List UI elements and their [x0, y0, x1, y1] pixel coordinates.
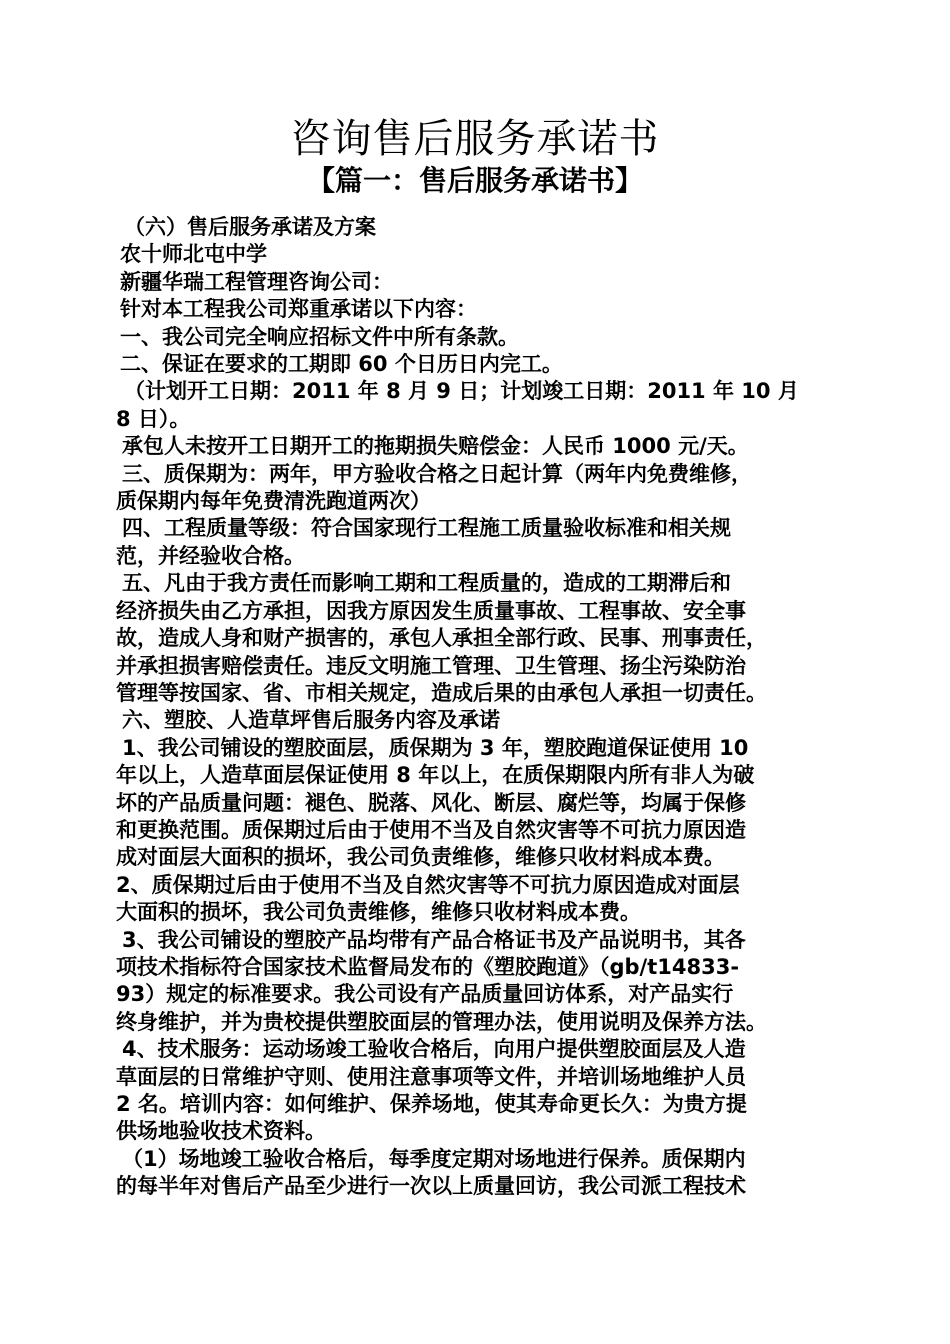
text-line: 范，并经验收合格。	[116, 543, 305, 568]
text-line: 供场地验收技术资料。	[116, 1119, 326, 1144]
text-line: 项技术指标符合国家技术监督局发布的《塑胶跑道》（gb/t14833-	[116, 954, 740, 979]
text-line: 经济损失由乙方承担，因我方原因发生质量事故、工程事故、安全事	[116, 598, 746, 623]
text-line: 和更换范围。质保期过后由于使用不当及自然灾害等不可抗力原因造	[116, 817, 746, 842]
text-line: 大面积的损坏，我公司负责维修，维修只收材料成本费。	[116, 900, 641, 925]
text-line: （计划开工日期：2011 年 8 月 9 日；计划竣工日期：2011 年 10 月	[124, 379, 799, 404]
text-line: 4、技术服务：运动场竣工验收合格后，向用户提供塑胶面层及人造	[122, 1037, 746, 1062]
text-line: 一、我公司完全响应招标文件中所有条款。	[120, 324, 519, 349]
text-line: 2 名。培训内容：如何维护、保养场地，使其寿命更长久：为贵方提	[116, 1092, 747, 1116]
text-line: 年以上，人造草面层保证使用 8 年以上，在质保期限内所有非人为破	[116, 763, 755, 788]
text-line: 管理等按国家、省、市相关规定，造成后果的由承包人承担一切责任。	[116, 680, 767, 705]
text-line: 2、质保期过后由于使用不当及自然灾害等不可抗力原因造成对面层	[116, 872, 740, 897]
text-line: 新疆华瑞工程管理咨询公司：	[120, 269, 393, 294]
text-line: 四、工程质量等级：符合国家现行工程施工质量验收标准和相关规	[122, 516, 731, 541]
text-line: 坏的产品质量问题：褪色、脱落、风化、断层、腐烂等，均属于保修	[116, 790, 746, 815]
document-body	[116, 214, 838, 1201]
text-line: 五、凡由于我方责任而影响工期和工程质量的，造成的工期滞后和	[122, 571, 731, 596]
text-line: 六、塑胶、人造草坪售后服务内容及承诺	[122, 708, 500, 733]
text-line: 草面层的日常维护守则、使用注意事项等文件，并培训场地维护人员	[116, 1064, 746, 1089]
document-title: 咨询售后服务承诺书	[290, 116, 660, 162]
text-line: 8 日）。	[116, 406, 191, 431]
text-line: 故，造成人身和财产损害的，承包人承担全部行政、民事、刑事责任，	[116, 626, 767, 651]
text-line: 二、保证在要求的工期即 60 个日历日内完工。	[120, 352, 563, 377]
text-line: 三、质保期为：两年，甲方验收合格之日起计算（两年内免费维修，	[122, 461, 752, 486]
text-line: 并承担损害赔偿责任。违反文明施工管理、卫生管理、扬尘污染防治	[116, 653, 746, 678]
text-line: 成对面层大面积的损坏，我公司负责维修，维修只收材料成本费。	[116, 845, 725, 870]
text-line: 终身维护，并为贵校提供塑胶面层的管理办法，使用说明及保养方法。	[116, 1009, 767, 1034]
text-line: 3、我公司铺设的塑胶产品均带有产品合格证书及产品说明书，其各	[122, 927, 746, 952]
document-subtitle: 【篇一：售后服务承诺书】	[306, 164, 643, 197]
text-line: 农十师北屯中学	[120, 242, 267, 267]
text-line: （六）售后服务承诺及方案	[124, 215, 376, 239]
text-line: 的每半年对售后产品至少进行一次以上质量回访，我公司派工程技术	[116, 1174, 746, 1199]
text-line: 93）规定的标准要求。我公司设有产品质量回访体系，对产品实行	[116, 982, 734, 1007]
text-line: 质保期内每年免费清洗跑道两次）	[116, 489, 431, 514]
text-line: （1）场地竣工验收合格后，每季度定期对场地进行保养。质保期内	[122, 1146, 746, 1171]
text-line: 承包人未按开工日期开工的拖期损失赔偿金：人民币 1000 元/天。	[122, 434, 749, 459]
text-line: 1、我公司铺设的塑胶面层，质保期为 3 年，塑胶跑道保证使用 10	[122, 735, 749, 760]
text-line: 针对本工程我公司郑重承诺以下内容：	[120, 297, 477, 322]
